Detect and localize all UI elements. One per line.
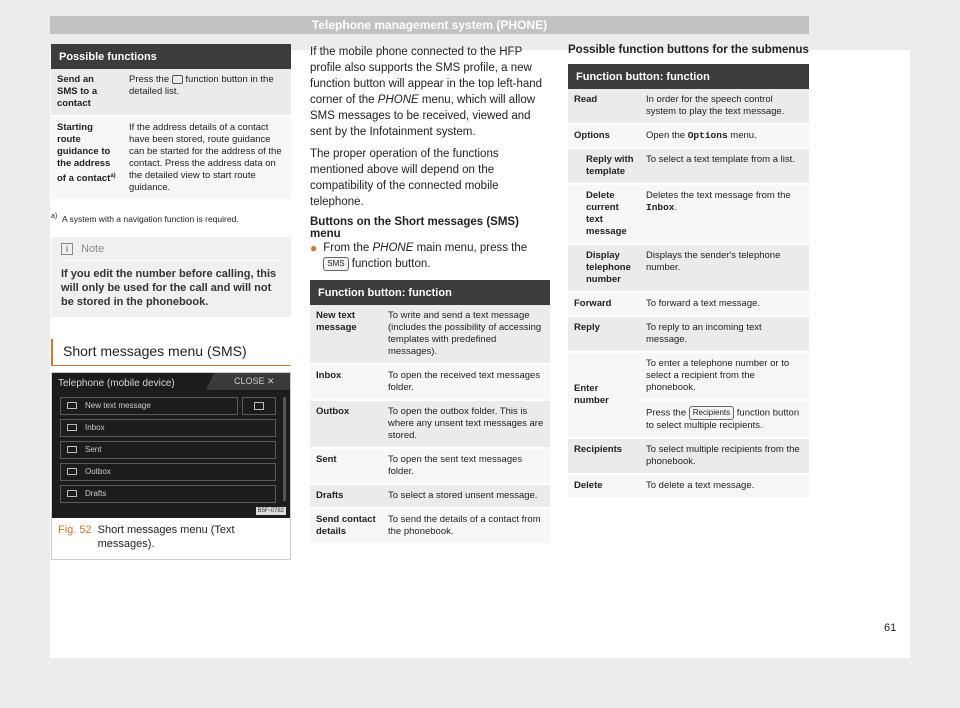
figure-caption: Fig. 52 Short messages menu (Text messages).: [58, 523, 235, 550]
note-box: [51, 237, 291, 317]
menu-item-drafts[interactable]: Drafts: [60, 485, 276, 503]
subheading: Possible function buttons for the submenus: [568, 44, 809, 56]
sms-buttons-table: [310, 280, 550, 545]
screen-title: Telephone (mobile device): [58, 377, 175, 389]
table-heading: Function button: function: [310, 280, 550, 305]
row-key: Send an SMS to a contact: [51, 69, 123, 116]
table-row: Delete To delete a text message.: [568, 474, 809, 498]
table-row: Drafts To select a stored unsent message.: [310, 484, 550, 508]
menu-item-outbox[interactable]: Outbox: [60, 463, 276, 481]
note-title: i Note: [61, 243, 281, 261]
footnote: $^{a)}$ A system with a navigation function is required.: [51, 213, 239, 224]
paragraph: The proper operation of the functions mentioned above will depend on the compatibility of the connected mobile telephone.: [310, 148, 499, 208]
row-key: Starting route guidance to the address of a contact$^{a)}$: [51, 116, 123, 200]
table-row: [51, 69, 291, 116]
scrollbar[interactable]: [283, 397, 286, 501]
close-icon: ✕: [267, 375, 275, 386]
table-row: Forward To forward a text message.: [568, 292, 809, 316]
right-column: [568, 44, 809, 499]
submenu-buttons-table: [568, 64, 809, 499]
possible-functions-table: [51, 44, 291, 201]
sms-key: SMS: [323, 257, 348, 271]
subheading: Buttons on the Short messages (SMS) menu: [310, 216, 519, 240]
sms-menu: [60, 397, 276, 507]
table-row: Recipients To select multiple recipients from the phonebook.: [568, 438, 809, 474]
table-heading: Function button: function: [568, 64, 809, 89]
table-row: Outbox To open the outbox folder. This is where any unsent text messages are stored.: [310, 400, 550, 448]
recipients-key: Recipients: [689, 406, 734, 420]
table-row: Press the Recipients function button to select multiple recipients.: [568, 400, 809, 438]
table-row: New text message To write and send a text message (includes the possibility of accessing templates with predefined messages).: [310, 305, 550, 364]
envelope-icon: [172, 75, 183, 84]
sms-screen: [52, 373, 290, 518]
bullet-item: ● From the PHONE main menu, press the SMS function button.: [310, 241, 528, 270]
envelope-icon: [67, 468, 77, 475]
table-row: [51, 116, 291, 200]
section-title: Short messages menu (SMS): [51, 339, 291, 366]
compose-icon: [67, 402, 77, 409]
table-row: Options Open the Options menu.: [568, 124, 809, 148]
middle-column: [310, 44, 550, 545]
envelope-icon: [67, 446, 77, 453]
table-row: Display telephone number Displays the sender's telephone number.: [568, 244, 809, 292]
table-row: Send contact details To send the details of a contact from the phonebook.: [310, 508, 550, 544]
envelope-icon: [67, 490, 77, 497]
table-row: Sent To open the sent text messages folder.: [310, 448, 550, 484]
menu-item-new-text-message[interactable]: New text message: [60, 397, 238, 415]
table-row: Inbox To open the received text messages folder.: [310, 364, 550, 400]
figure-code: B5F-0782: [257, 507, 284, 514]
compose-button[interactable]: [242, 397, 276, 415]
figure: [51, 372, 291, 560]
row-value: If the address details of a contact have been stored, route guidance can be started for the address of the contact. Press the address data on the detailed view to start route guidance.: [123, 116, 291, 200]
table-row: Read In order for the speech control system to play the text message.: [568, 89, 809, 124]
table-heading: Possible functions: [51, 44, 291, 69]
envelope-icon: [67, 424, 77, 431]
chapter-header: Telephone management system (PHONE): [50, 16, 809, 34]
menu-item-sent[interactable]: Sent: [60, 441, 276, 459]
menu-item-inbox[interactable]: Inbox: [60, 419, 276, 437]
info-icon: i: [61, 243, 73, 255]
table-row: Delete current text message Deletes the text message from the Inbox.: [568, 184, 809, 244]
left-column: [51, 44, 291, 560]
table-row: Reply To reply to an incoming text message.: [568, 316, 809, 352]
close-button[interactable]: CLOSE ✕: [214, 373, 290, 390]
page-number: 61: [884, 622, 897, 634]
row-value: Press the function button in the detailed list.: [123, 69, 291, 116]
table-row: Reply with template To select a text template from a list.: [568, 148, 809, 184]
note-body: If you edit the number before calling, this will only be used for the call and will not be stored in the phonebook.: [61, 267, 277, 308]
table-row: Enter number To enter a telephone number or to select a recipient from the phonebook.: [568, 352, 809, 400]
paragraph: If the mobile phone connected to the HFP profile also supports the SMS profile, a new function button will appear in the top left-hand corner of the PHONE menu, which will allow SMS messages to be received, viewed and sent by the Infotainment system.: [310, 46, 543, 138]
envelope-icon: [254, 402, 264, 410]
